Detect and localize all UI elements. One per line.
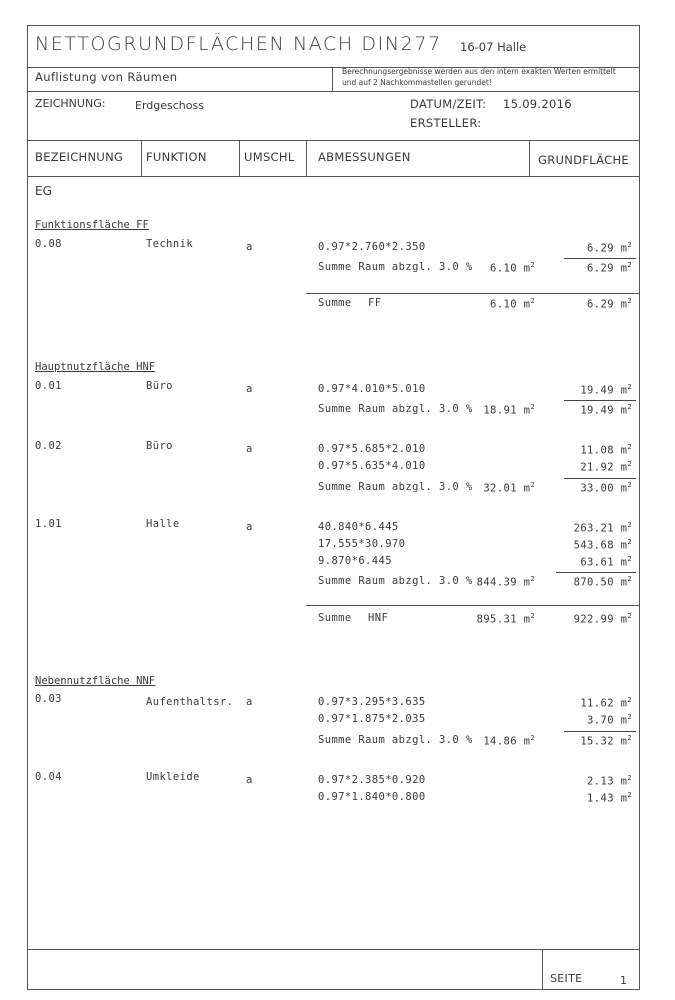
area-value: 11.62 $m^2$ xyxy=(580,696,632,710)
dimension-line: 9.870*6.445 xyxy=(318,555,392,567)
dimension-line: 0.97*2.385*0.920 xyxy=(318,774,426,786)
area-value: 2.13 $m^2$ xyxy=(587,774,632,788)
col-abmessungen: ABMESSUNGEN xyxy=(318,150,411,164)
room-sum-total: 870.50 $m^2$ xyxy=(573,575,632,589)
room-umschl: a xyxy=(246,696,253,708)
sum-underline xyxy=(564,478,636,479)
section-sum-total: 922.99 $m^2$ xyxy=(573,612,632,626)
section-title-ff: Funktionsfläche FF xyxy=(35,219,149,231)
area-value: 6.29 $m^2$ xyxy=(587,241,632,255)
room-sum-net: 14.86 $m^2$ xyxy=(483,734,535,748)
rounding-note-1: Berechnungsergebnisse werden aus den intern exakten Werten ermittelt xyxy=(342,67,616,76)
room-sum-net: 18.91 $m^2$ xyxy=(483,403,535,417)
room-sum-total: 15.32 $m^2$ xyxy=(580,734,632,748)
section-sum-label: Summe xyxy=(318,612,352,624)
area-value: 63.61 $m^2$ xyxy=(580,555,632,569)
seite-value: 1 xyxy=(620,974,628,987)
col-grundflaeche: GRUNDFLÄCHE xyxy=(538,153,629,167)
zeichnung-label: ZEICHNUNG: xyxy=(35,97,106,110)
room-id: 0.01 xyxy=(35,380,62,392)
divider xyxy=(542,949,543,990)
dimension-line: 0.97*1.875*2.035 xyxy=(318,713,426,725)
room-sum-total: 6.29 $m^2$ xyxy=(587,261,632,275)
section-sum-divider xyxy=(306,293,640,294)
section-title-hnf: Hauptnutzfläche HNF xyxy=(35,361,156,373)
section-title-nnf: Nebennutzfläche NNF xyxy=(35,675,156,687)
col-funktion: FUNKTION xyxy=(146,150,207,164)
page-title: NETTOGRUNDFLÄCHEN NACH DIN277 xyxy=(35,33,442,55)
room-id: 0.03 xyxy=(35,693,62,705)
divider xyxy=(306,140,307,176)
area-value: 21.92 $m^2$ xyxy=(580,460,632,474)
section-sum-label: Summe xyxy=(318,297,352,309)
datum-value: 15.09.2016 xyxy=(503,97,572,111)
project-label: 16-07 Halle xyxy=(460,40,527,54)
area-value: 3.70 $m^2$ xyxy=(587,713,632,727)
dimension-line: 0.97*5.635*4.010 xyxy=(318,460,426,472)
divider xyxy=(27,140,640,141)
divider xyxy=(332,67,333,91)
room-function: Aufenthaltsr. xyxy=(146,696,234,708)
divider xyxy=(27,91,640,92)
room-id: 1.01 xyxy=(35,518,62,530)
zeichnung-value: Erdgeschoss xyxy=(135,99,204,112)
room-umschl: a xyxy=(246,774,253,786)
sum-underline xyxy=(564,258,636,259)
room-sum-net: 6.10 $m^2$ xyxy=(490,261,535,275)
area-value: 1.43 $m^2$ xyxy=(587,791,632,805)
section-sum-net: 895.31 $m^2$ xyxy=(476,612,535,626)
dimension-line: 0.97*4.010*5.010 xyxy=(318,383,426,395)
room-sum-net: 844.39 $m^2$ xyxy=(476,575,535,589)
section-sum-code: FF xyxy=(368,297,382,309)
sum-underline xyxy=(556,572,636,573)
divider xyxy=(529,140,530,176)
dimension-line: 0.97*3.295*3.635 xyxy=(318,696,426,708)
room-umschl: a xyxy=(246,443,253,455)
divider xyxy=(141,140,142,176)
room-sum-total: 33.00 $m^2$ xyxy=(580,481,632,495)
room-sum-label: Summe Raum abzgl. 3.0 % xyxy=(318,575,473,587)
rounding-note-2: und auf 2 Nachkommastellen gerundet! xyxy=(342,78,492,87)
page-frame xyxy=(27,25,640,990)
room-umschl: a xyxy=(246,383,253,395)
room-sum-label: Summe Raum abzgl. 3.0 % xyxy=(318,734,473,746)
area-value: 11.08 $m^2$ xyxy=(580,443,632,457)
dimension-line: 0.97*5.685*2.010 xyxy=(318,443,426,455)
ersteller-label: ERSTELLER: xyxy=(410,116,482,130)
document-subtitle: Auflistung von Räumen xyxy=(35,70,178,84)
room-id: 0.08 xyxy=(35,238,62,250)
section-sum-code: HNF xyxy=(368,612,389,624)
room-function: Büro xyxy=(146,440,173,452)
dimension-line: 40.840*6.445 xyxy=(318,521,399,533)
divider xyxy=(27,176,640,177)
divider xyxy=(239,140,240,176)
room-function: Büro xyxy=(146,380,173,392)
room-umschl: a xyxy=(246,241,253,253)
seite-label: SEITE xyxy=(550,972,583,985)
room-function: Technik xyxy=(146,238,194,250)
col-bezeichnung: BEZEICHNUNG xyxy=(35,150,124,164)
room-id: 0.02 xyxy=(35,440,62,452)
room-sum-net: 32.01 $m^2$ xyxy=(483,481,535,495)
section-sum-total: 6.29 $m^2$ xyxy=(587,297,632,311)
area-value: 19.49 $m^2$ xyxy=(580,383,632,397)
dimension-line: 0.97*1.840*0.800 xyxy=(318,791,426,803)
col-umschl: UMSCHL xyxy=(244,150,295,164)
sum-underline xyxy=(564,400,636,401)
room-umschl: a xyxy=(246,521,253,533)
room-sum-label: Summe Raum abzgl. 3.0 % xyxy=(318,403,473,415)
divider xyxy=(27,949,640,950)
section-sum-net: 6.10 $m^2$ xyxy=(490,297,535,311)
room-sum-label: Summe Raum abzgl. 3.0 % xyxy=(318,261,473,273)
level-label: EG xyxy=(35,184,52,198)
room-sum-total: 19.49 $m^2$ xyxy=(580,403,632,417)
dimension-line: 17.555*30.970 xyxy=(318,538,406,550)
section-sum-divider xyxy=(306,605,640,606)
room-function: Umkleide xyxy=(146,771,200,783)
area-value: 263.21 $m^2$ xyxy=(573,521,632,535)
room-function: Halle xyxy=(146,518,180,530)
area-value: 543.68 $m^2$ xyxy=(573,538,632,552)
room-sum-label: Summe Raum abzgl. 3.0 % xyxy=(318,481,473,493)
sum-underline xyxy=(564,731,636,732)
dimension-line: 0.97*2.760*2.350 xyxy=(318,241,426,253)
room-id: 0.04 xyxy=(35,771,62,783)
datum-label: DATUM/ZEIT: xyxy=(410,97,487,111)
